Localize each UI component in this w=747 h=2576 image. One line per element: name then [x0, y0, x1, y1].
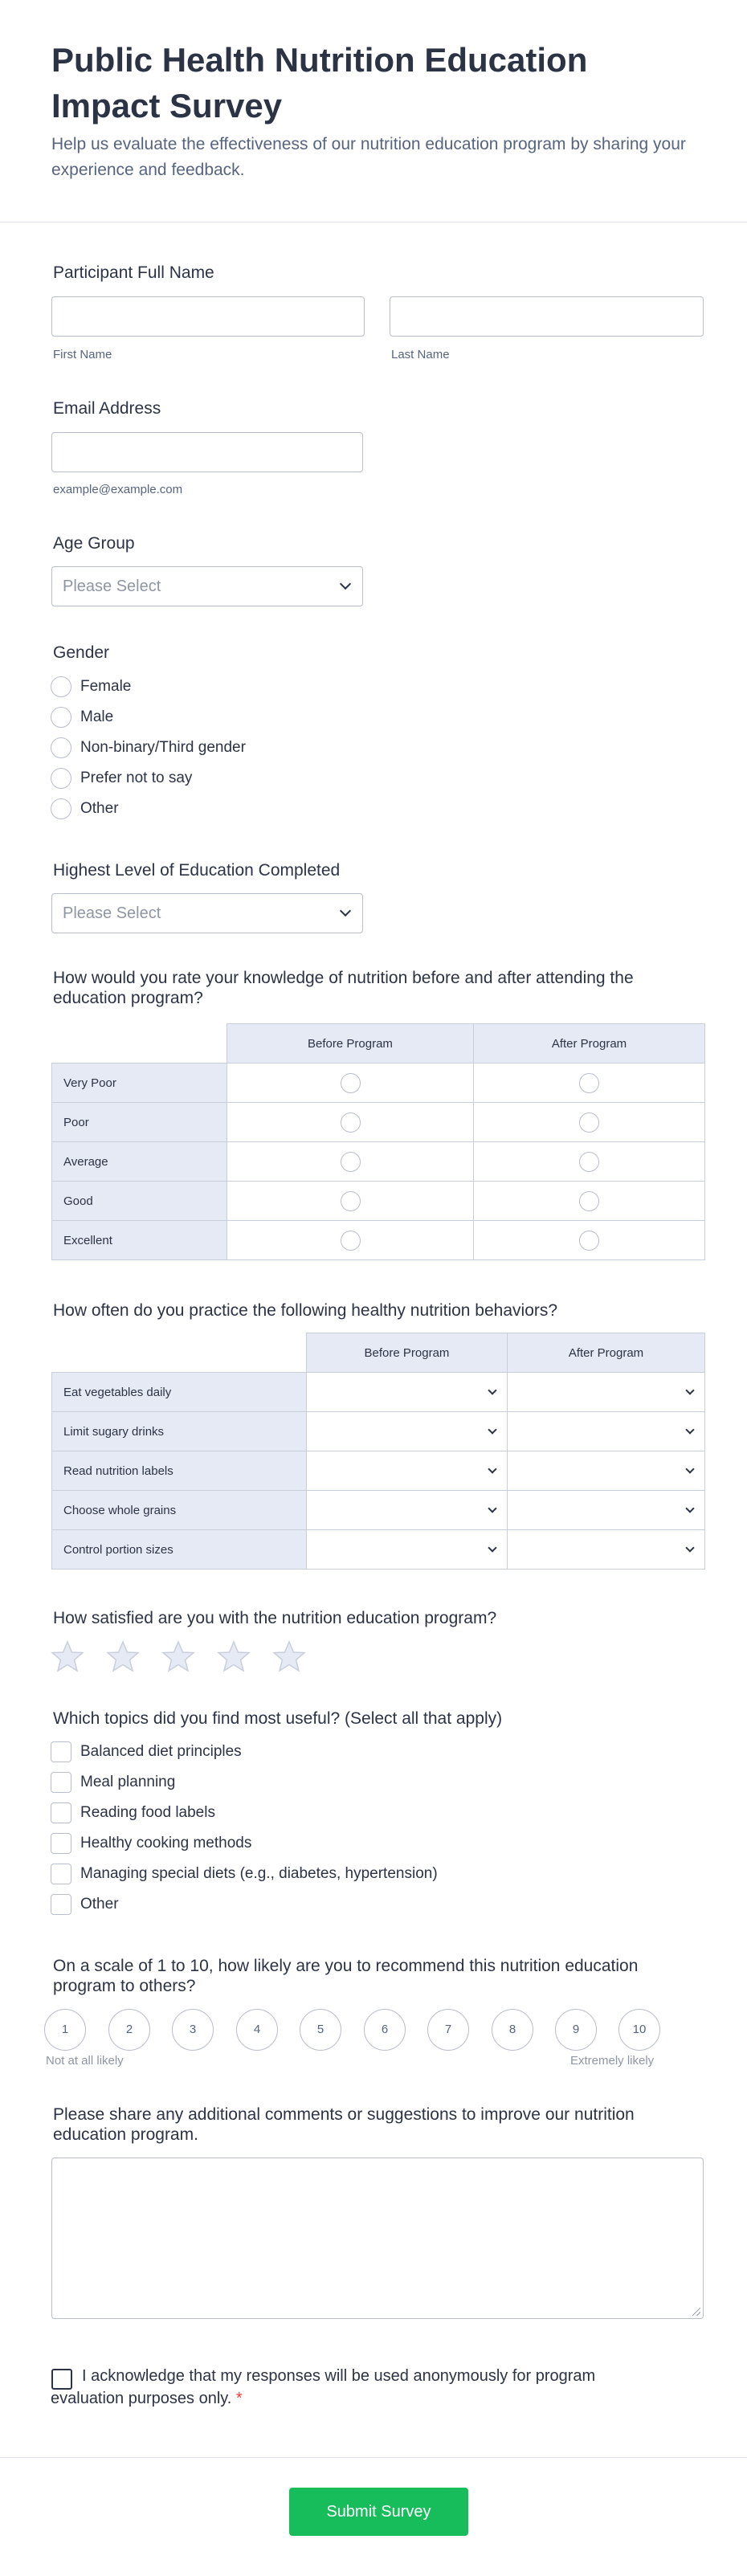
matrix-dropdown[interactable] [508, 1373, 705, 1412]
checkbox[interactable] [51, 1833, 71, 1854]
matrix-row-label: Choose whole grains [52, 1491, 307, 1530]
radio-button[interactable] [341, 1152, 361, 1172]
chevron-down-icon [488, 1464, 496, 1473]
chevron-down-icon [340, 578, 351, 590]
radio-button[interactable] [341, 1231, 361, 1251]
comments-label: Please share any additional comments or suggestions to improve our nutrition education program. [53, 2105, 635, 2144]
matrix-corner [52, 1024, 227, 1063]
scale-option[interactable]: 9 [555, 2009, 597, 2051]
topic-option[interactable] [51, 1802, 215, 1824]
email-sublabel: example@example.com [53, 483, 183, 496]
radio-button[interactable] [51, 707, 71, 728]
chevron-down-icon [685, 1386, 694, 1394]
gender-option-other[interactable] [51, 798, 119, 820]
checkbox[interactable] [51, 1894, 71, 1915]
knowledge-question: How would you rate your knowledge of nutrition before and after attending the education program? [53, 969, 634, 1007]
topic-option[interactable] [51, 1893, 119, 1916]
matrix-dropdown[interactable] [307, 1373, 508, 1412]
email-label: Email Address [53, 399, 161, 418]
matrix-row-label: Limit sugary drinks [52, 1412, 307, 1451]
full-name-label: Participant Full Name [53, 263, 214, 282]
option-label: Other [80, 800, 119, 817]
scale-option[interactable]: 3 [172, 2009, 214, 2051]
last-name-sublabel: Last Name [391, 348, 450, 361]
scale-option[interactable]: 5 [300, 2009, 341, 2051]
matrix-dropdown[interactable] [307, 1451, 508, 1491]
matrix-dropdown[interactable] [508, 1491, 705, 1530]
matrix-dropdown[interactable] [307, 1530, 508, 1570]
radio-button[interactable] [579, 1112, 599, 1133]
star-icon[interactable] [161, 1639, 196, 1675]
chevron-down-icon [685, 1504, 694, 1513]
matrix-row-label: Read nutrition labels [52, 1451, 307, 1491]
behaviors-question: How often do you practice the following healthy nutrition behaviors? [53, 1301, 558, 1320]
matrix-dropdown[interactable] [508, 1451, 705, 1491]
checkbox[interactable] [51, 1864, 71, 1884]
radio-button[interactable] [341, 1073, 361, 1093]
education-placeholder: Please Select [63, 904, 161, 922]
topic-option[interactable] [51, 1832, 251, 1855]
option-label: Reading food labels [80, 1804, 215, 1821]
first-name-sublabel: First Name [53, 348, 112, 361]
star-icon[interactable] [50, 1639, 85, 1675]
matrix-cell[interactable] [474, 1063, 705, 1103]
matrix-row-label: Eat vegetables daily [52, 1373, 307, 1412]
matrix-cell[interactable] [227, 1221, 474, 1260]
option-label: Male [80, 708, 114, 725]
matrix-column-header: After Program [508, 1333, 705, 1373]
star-icon[interactable] [216, 1639, 251, 1675]
scale-option[interactable]: 6 [364, 2009, 406, 2051]
star-icon[interactable] [271, 1639, 307, 1675]
page-subtitle: Help us evaluate the effectiveness of our nutrition education program by sharing your experience and feedback. [51, 135, 686, 179]
gender-label: Gender [53, 643, 110, 662]
scale-low-label: Not at all likely [46, 2054, 124, 2068]
matrix-cell[interactable] [227, 1182, 474, 1221]
matrix-cell[interactable] [227, 1142, 474, 1182]
matrix-dropdown[interactable] [307, 1491, 508, 1530]
scale-option[interactable]: 2 [108, 2009, 150, 2051]
radio-button[interactable] [51, 798, 71, 819]
checkbox[interactable] [51, 1802, 71, 1823]
scale-high-label: Extremely likely [570, 2054, 655, 2068]
star-icon[interactable] [105, 1639, 141, 1675]
option-label: Female [80, 678, 132, 695]
acknowledge-text: I acknowledge that my responses will be used anonymously for program evaluation purposes only. [51, 2367, 596, 2407]
matrix-cell[interactable] [227, 1103, 474, 1142]
radio-button[interactable] [579, 1191, 599, 1211]
matrix-cell[interactable] [474, 1103, 705, 1142]
matrix-column-header: Before Program [227, 1024, 474, 1063]
matrix-dropdown[interactable] [508, 1530, 705, 1570]
matrix-row-label: Good [52, 1182, 227, 1221]
acknowledge-label [51, 2365, 661, 2410]
chevron-down-icon [685, 1425, 694, 1434]
scale-option[interactable]: 7 [427, 2009, 469, 2051]
chevron-down-icon [340, 905, 351, 917]
radio-button[interactable] [51, 737, 71, 758]
matrix-cell[interactable] [474, 1182, 705, 1221]
chevron-down-icon [488, 1543, 496, 1552]
matrix-dropdown[interactable] [508, 1412, 705, 1451]
matrix-row-label: Excellent [52, 1221, 227, 1260]
topic-option[interactable] [51, 1771, 175, 1794]
gender-option-male[interactable] [51, 706, 113, 729]
matrix-row-label: Average [52, 1142, 227, 1182]
matrix-row-label: Poor [52, 1103, 227, 1142]
age-group-label: Age Group [53, 534, 135, 553]
email-input[interactable] [51, 432, 363, 472]
topic-option[interactable] [51, 1741, 242, 1763]
last-name-input[interactable] [390, 296, 704, 337]
option-label: Meal planning [80, 1774, 176, 1790]
gender-option-nonbinary[interactable] [51, 737, 246, 759]
option-label: Other [80, 1896, 119, 1913]
radio-button[interactable] [341, 1112, 361, 1133]
recommend-question: On a scale of 1 to 10, how likely are you to recommend this nutrition education program to others? [53, 1957, 639, 1995]
scale-option[interactable]: 10 [618, 2009, 660, 2051]
matrix-row-label: Very Poor [52, 1063, 227, 1103]
radio-button[interactable] [341, 1191, 361, 1211]
option-label: Managing special diets (e.g., diabetes, hypertension) [80, 1865, 438, 1882]
submit-button[interactable]: Submit Survey [289, 2488, 468, 2536]
scale-option[interactable]: 4 [236, 2009, 278, 2051]
first-name-input[interactable] [51, 296, 365, 337]
education-select[interactable] [51, 893, 363, 933]
footer-divider [0, 2457, 747, 2458]
behaviors-matrix [51, 1333, 705, 1570]
matrix-column-header: After Program [474, 1024, 705, 1063]
radio-button[interactable] [51, 768, 71, 789]
matrix-row-label: Control portion sizes [52, 1530, 307, 1570]
radio-button[interactable] [579, 1073, 599, 1093]
chevron-down-icon [685, 1464, 694, 1473]
matrix-corner [52, 1333, 307, 1373]
gender-option-prefer-not[interactable] [51, 767, 192, 790]
scale-option[interactable]: 1 [44, 2009, 86, 2051]
chevron-down-icon [488, 1504, 496, 1513]
option-label: Balanced diet principles [80, 1743, 242, 1760]
topics-question: Which topics did you find most useful? (Select all that apply) [53, 1709, 503, 1728]
topic-option[interactable] [51, 1863, 438, 1885]
checkbox[interactable] [51, 1741, 71, 1762]
knowledge-matrix [51, 1023, 705, 1260]
checkbox[interactable] [51, 1772, 71, 1793]
age-group-placeholder: Please Select [63, 578, 161, 595]
resize-handle-icon[interactable] [692, 2308, 700, 2316]
radio-button[interactable] [51, 676, 71, 697]
required-marker: * [235, 2390, 243, 2407]
option-label: Healthy cooking methods [80, 1835, 252, 1851]
form-header [0, 0, 747, 222]
scale-option[interactable]: 8 [492, 2009, 533, 2051]
matrix-cell[interactable] [474, 1221, 705, 1260]
matrix-cell[interactable] [474, 1142, 705, 1182]
matrix-column-header: Before Program [307, 1333, 508, 1373]
radio-button[interactable] [579, 1231, 599, 1251]
comments-textarea[interactable] [51, 2158, 704, 2319]
age-group-select[interactable] [51, 566, 363, 606]
education-label: Highest Level of Education Completed [53, 861, 341, 880]
option-label: Prefer not to say [80, 770, 193, 786]
satisfaction-question: How satisfied are you with the nutrition education program? [53, 1609, 497, 1627]
gender-option-female[interactable] [51, 676, 131, 698]
chevron-down-icon [685, 1543, 694, 1552]
option-label: Non-binary/Third gender [80, 739, 246, 756]
chevron-down-icon [488, 1425, 496, 1434]
page-title: Public Health Nutrition Education Impact Survey [51, 41, 588, 125]
radio-button[interactable] [579, 1152, 599, 1172]
chevron-down-icon [488, 1386, 496, 1394]
matrix-cell[interactable] [227, 1063, 474, 1103]
matrix-dropdown[interactable] [307, 1412, 508, 1451]
